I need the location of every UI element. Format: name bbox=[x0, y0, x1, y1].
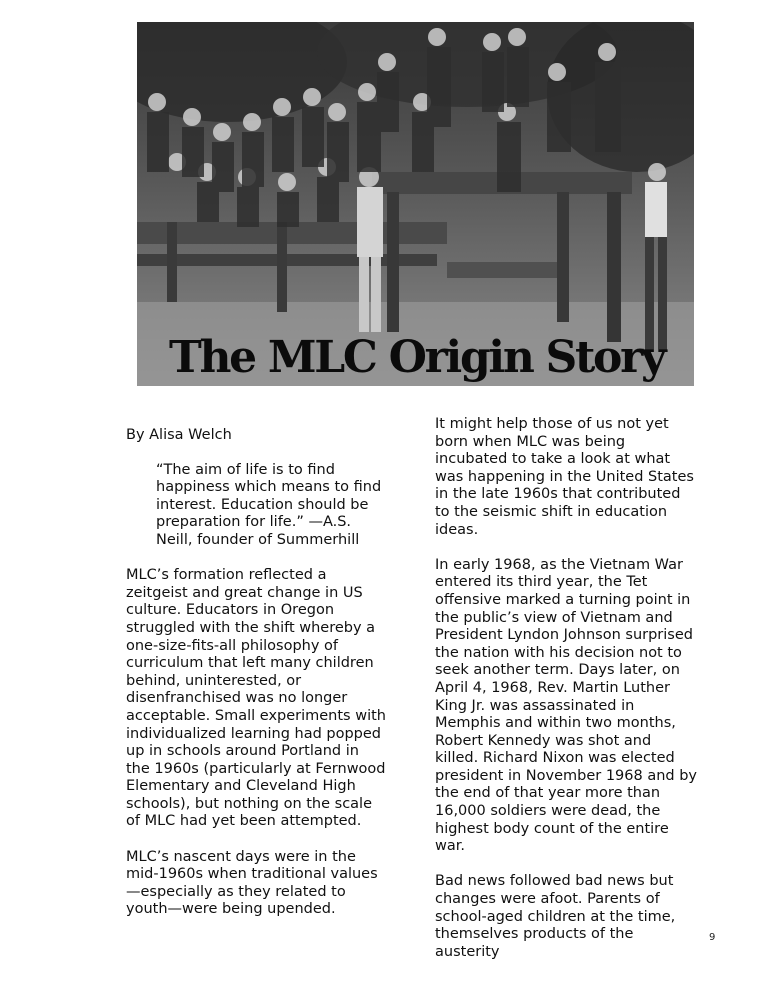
epigraph-quote: “The aim of life is to find happiness which means to find interest. Education should be preparation for life.” —A.S. Neill, founder of Summerhill bbox=[156, 461, 382, 548]
body-paragraph: MLC’s formation reflected a zeitgeist and great change in US culture. Educators in Oregon struggled with the shift whereby a one-size-fits-all philosophy of curriculum that left many children behind, uninterested, or disenfranchised was no longer acceptable. Small experiments with individualized learning had popped up in schools around Portland in the 1960s (particularly at Fernwood Elementary and Cleveland High schools), but nothing on the scale of MLC had yet been attempted. bbox=[126, 567, 386, 830]
body-paragraph: In early 1968, as the Vietnam War entered its third year, the Tet offensive marked a turning point in the public’s view of Vietnam and President Lyndon Johnson surprised the nation with his decision not to seek another term. Days later, on April 4, 1968, Rev. Martin Luther King Jr. was assassinated in Memphis and within two months, Robert Kennedy was shot and killed. Richard Nixon was elected president in November 1968 and by the end of that year more than 16,000 soldiers were dead, the highest body count of the entire war. bbox=[435, 556, 698, 855]
page-number: 9 bbox=[709, 932, 716, 943]
left-column bbox=[126, 427, 386, 937]
right-column bbox=[435, 416, 697, 979]
body-paragraph: Bad news followed bad news but changes were afoot. Parents of school-aged children at the time, themselves products of the austerity bbox=[435, 873, 676, 960]
article-title: The MLC Origin Story bbox=[169, 332, 665, 383]
body-paragraph: It might help those of us not yet born when MLC was being incubated to take a look at what was happening in the United States in the late 1960s that contributed to the seismic shift in education ideas. bbox=[435, 416, 694, 538]
body-paragraph: MLC’s nascent days were in the mid-1960s when traditional values—especially as they related to youth—were being upended. bbox=[126, 848, 378, 918]
byline: By Alisa Welch bbox=[126, 427, 232, 443]
hero-photo bbox=[137, 22, 694, 386]
